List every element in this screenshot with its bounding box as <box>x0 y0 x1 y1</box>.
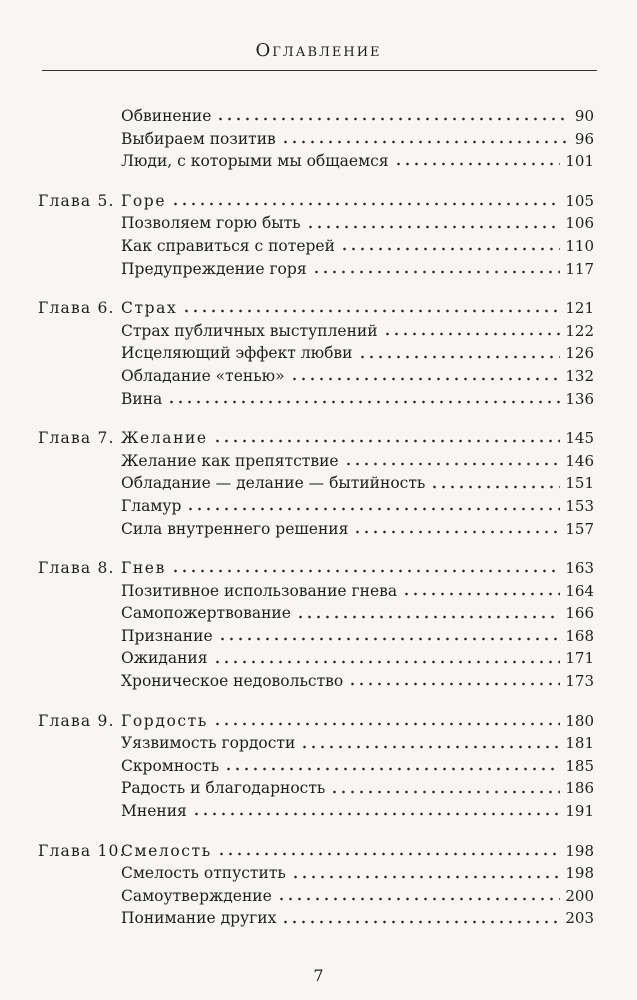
entry-page-number: 121 <box>565 299 594 318</box>
entry-title: Ожидания <box>121 649 208 668</box>
entry-page-number: 146 <box>565 451 594 470</box>
entry-page-number: 164 <box>565 581 594 600</box>
dot-leader <box>330 787 560 797</box>
page-number: 7 <box>313 966 324 985</box>
dot-leader <box>217 849 561 859</box>
toc-entry-row <box>0 755 637 778</box>
entry-page-number: 126 <box>565 344 594 363</box>
entry-title: Уязвимость гордости <box>121 734 296 753</box>
dot-leader <box>224 764 560 774</box>
toc-entry-row <box>0 602 637 625</box>
entry-page-number: 173 <box>565 672 594 691</box>
entry-title: Самопожертвование <box>121 604 291 623</box>
entry-page-number: 180 <box>565 711 594 730</box>
toc-entry <box>121 800 594 823</box>
toc-entry-row <box>0 388 637 411</box>
entry-page-number: 200 <box>565 886 594 905</box>
entry-page-number: 132 <box>565 366 594 385</box>
entry-title: Вина <box>121 389 163 408</box>
chapter-title: Гордость <box>121 711 208 730</box>
dot-leader <box>383 329 561 339</box>
entry-title: Как справиться с потерей <box>121 236 335 255</box>
entry-title: Скромность <box>121 756 220 775</box>
entry-title: Понимание других <box>121 909 277 928</box>
entry-title: Позволяем горю быть <box>121 214 301 233</box>
entry-page-number: 181 <box>565 734 594 753</box>
entry-title: Позитивное использование гнева <box>121 581 398 600</box>
dot-leader <box>216 114 569 124</box>
toc-entry-row <box>0 647 637 670</box>
entry-page-number: 185 <box>565 756 594 775</box>
toc-entry-row <box>0 862 637 885</box>
toc-entry <box>121 647 594 670</box>
dot-leader <box>290 374 561 384</box>
entry-page-number: 203 <box>565 909 594 928</box>
toc-entry-row <box>0 235 637 258</box>
dot-leader <box>182 306 560 316</box>
dot-leader <box>192 809 561 819</box>
chapter-title: Страх <box>121 299 178 318</box>
dot-leader <box>300 742 560 752</box>
dot-leader <box>296 612 560 622</box>
toc-entry-row <box>0 258 637 281</box>
toc-entry-row <box>0 777 637 800</box>
dot-leader <box>402 589 560 599</box>
dot-leader <box>348 679 560 689</box>
toc-entry <box>121 602 594 625</box>
toc-entry <box>121 557 594 580</box>
toc-chapter-row <box>0 427 637 450</box>
entry-page-number: 117 <box>565 259 594 278</box>
toc-entry <box>121 150 594 173</box>
toc-entry-row <box>0 450 637 473</box>
entry-page-number: 105 <box>565 191 594 210</box>
entry-page-number: 106 <box>565 214 594 233</box>
dot-leader <box>213 657 561 667</box>
dot-leader <box>281 917 560 927</box>
entry-title: Смелость отпустить <box>121 864 286 883</box>
toc-entry <box>121 128 594 151</box>
chapter-label: Глава 9. <box>38 711 115 730</box>
dot-leader <box>213 436 561 446</box>
entry-page-number: 171 <box>565 649 594 668</box>
dot-leader <box>358 352 561 362</box>
dot-leader <box>171 199 560 209</box>
entry-page-number: 163 <box>565 559 594 578</box>
entry-page-number: 186 <box>565 779 594 798</box>
dot-leader <box>430 482 560 492</box>
toc-entry-row <box>0 580 637 603</box>
entry-title: Сила внутреннего решения <box>121 519 349 538</box>
toc-entry-row <box>0 365 637 388</box>
entry-title: Желание как препятствие <box>121 451 339 470</box>
dot-leader <box>312 267 561 277</box>
dot-leader <box>186 504 560 514</box>
toc-entry <box>121 190 594 213</box>
page-title: Оглавление <box>255 40 382 61</box>
entry-title: Самоутверждение <box>121 886 272 905</box>
entry-page-number: 151 <box>565 474 594 493</box>
toc-entry <box>121 862 594 885</box>
toc-entry-row <box>0 342 637 365</box>
toc-entry <box>121 495 594 518</box>
entry-title: Хроническое недовольство <box>121 672 344 691</box>
toc-entry <box>121 235 594 258</box>
entry-title: Обладание «тенью» <box>121 366 285 385</box>
toc-entry <box>121 710 594 733</box>
chapter-title: Гнев <box>121 559 166 578</box>
entry-page-number: 168 <box>565 626 594 645</box>
toc-chapter-row <box>0 840 637 863</box>
entry-title: Обвинение <box>121 107 212 125</box>
toc-entry-row <box>0 907 637 930</box>
dot-leader <box>344 459 561 469</box>
entry-page-number: 157 <box>565 519 594 538</box>
entry-page-number: 198 <box>565 864 594 883</box>
dot-leader <box>353 527 560 537</box>
toc-entry-row <box>0 150 637 173</box>
chapter-title: Смелость <box>121 841 212 860</box>
toc-entry-row <box>0 800 637 823</box>
entry-page-number: 153 <box>565 496 594 515</box>
header-rule <box>42 70 597 71</box>
toc-entry-row <box>0 128 637 151</box>
entry-title: Выбираем позитив <box>121 129 276 148</box>
entry-page-number: 166 <box>565 604 594 623</box>
toc-section <box>0 557 637 693</box>
toc-entry <box>121 297 594 320</box>
toc-entry <box>121 907 594 930</box>
toc-entry <box>121 212 594 235</box>
entry-page-number: 90 <box>574 107 594 125</box>
toc-section <box>0 427 637 540</box>
toc-entry-row <box>0 212 637 235</box>
toc-section <box>0 840 637 930</box>
dot-leader <box>167 397 560 407</box>
toc-entry-row <box>0 625 637 648</box>
toc-chapter-row <box>0 557 637 580</box>
chapter-label: Глава 10. <box>38 841 126 860</box>
toc-entry <box>121 518 594 541</box>
toc-entry <box>121 450 594 473</box>
entry-page-number: 96 <box>574 129 594 148</box>
dot-leader <box>394 159 561 169</box>
toc-entry <box>121 258 594 281</box>
dot-leader <box>291 872 561 882</box>
entry-title: Обладание — делание — бытийность <box>121 474 426 493</box>
entry-page-number: 122 <box>565 321 594 340</box>
entry-page-number: 110 <box>565 236 594 255</box>
entry-page-number: 145 <box>565 429 594 448</box>
chapter-label: Глава 6. <box>38 299 115 318</box>
dot-leader <box>340 244 560 254</box>
toc-entry-row <box>0 105 637 128</box>
entry-page-number: 198 <box>565 841 594 860</box>
dot-leader <box>171 566 560 576</box>
toc-entry-row <box>0 518 637 541</box>
toc-section <box>0 105 637 173</box>
table-of-contents <box>0 105 637 947</box>
entry-title: Предупреждение горя <box>121 259 307 278</box>
toc-entry <box>121 885 594 908</box>
toc-entry-row <box>0 472 637 495</box>
dot-leader <box>306 222 561 232</box>
dot-leader <box>218 634 561 644</box>
toc-entry <box>121 472 594 495</box>
toc-section <box>0 710 637 823</box>
toc-entry <box>121 427 594 450</box>
toc-section <box>0 297 637 410</box>
toc-section <box>0 190 637 280</box>
entry-page-number: 191 <box>565 802 594 821</box>
entry-title: Люди, с которыми мы общаемся <box>121 152 389 171</box>
entry-title: Признание <box>121 626 213 645</box>
toc-entry <box>121 670 594 693</box>
entry-page-number: 136 <box>565 389 594 408</box>
entry-page-number: 101 <box>565 152 594 171</box>
entry-title: Страх публичных выступлений <box>121 321 378 340</box>
chapter-label: Глава 8. <box>38 559 115 578</box>
entry-title: Гламур <box>121 496 182 515</box>
dot-leader <box>281 137 570 147</box>
entry-title: Исцеляющий эффект любви <box>121 344 353 363</box>
toc-entry <box>121 320 594 343</box>
toc-entry <box>121 342 594 365</box>
toc-entry <box>121 755 594 778</box>
toc-chapter-row <box>0 710 637 733</box>
toc-entry <box>121 105 594 128</box>
entry-title: Мнения <box>121 802 187 821</box>
toc-entry-row <box>0 885 637 908</box>
toc-entry <box>121 388 594 411</box>
chapter-label: Глава 7. <box>38 429 115 448</box>
chapter-title: Горе <box>121 191 167 210</box>
toc-entry <box>121 580 594 603</box>
toc-entry-row <box>0 732 637 755</box>
toc-chapter-row <box>0 190 637 213</box>
dot-leader <box>213 719 560 729</box>
toc-entry-row <box>0 320 637 343</box>
chapter-title: Желание <box>121 429 208 448</box>
dot-leader <box>277 894 561 904</box>
toc-entry <box>121 732 594 755</box>
entry-title: Радость и благодарность <box>121 779 326 798</box>
toc-entry <box>121 777 594 800</box>
toc-entry-row <box>0 495 637 518</box>
toc-chapter-row <box>0 297 637 320</box>
chapter-label: Глава 5. <box>38 191 115 210</box>
toc-entry <box>121 625 594 648</box>
toc-entry-row <box>0 670 637 693</box>
toc-entry <box>121 365 594 388</box>
toc-entry <box>121 840 594 863</box>
